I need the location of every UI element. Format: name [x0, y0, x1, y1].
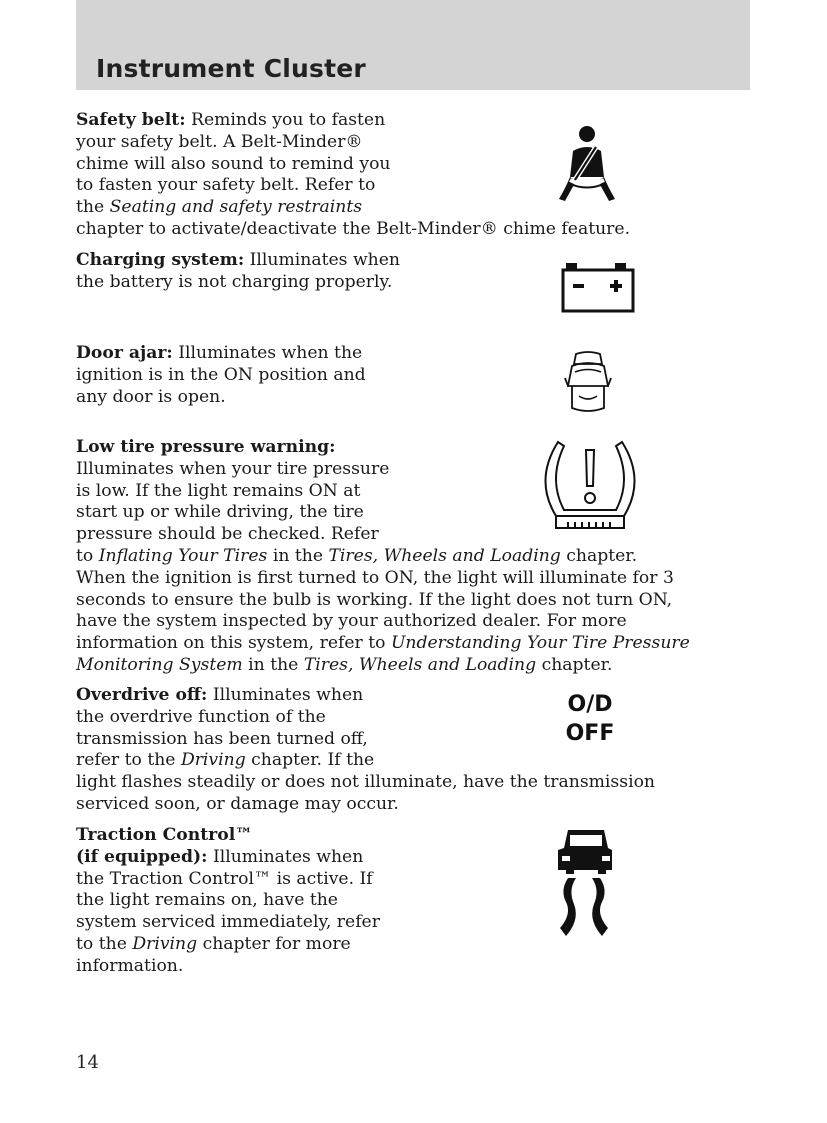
overdrive-off-icon: O/D OFF [565, 692, 615, 746]
page-title: Instrument Cluster [96, 54, 366, 83]
battery-icon [560, 262, 636, 314]
door-ajar-icon [564, 350, 612, 416]
charging-system-title: Charging system: [76, 250, 245, 270]
traction-control-icon [554, 828, 618, 940]
tire-pressure-title: Low tire pressure warning: [76, 437, 336, 457]
safety-belt-text: Safety belt: Reminds you to fasten your safety belt. A Belt-Minder® chime will also sound to remind you to fasten your safety belt. Refer to the Seating and safety restraints chapter to activate/deactivate the Belt-Minder® chime feature. [76, 110, 631, 239]
traction-control-text: Traction Control™ (if equipped): Illuminates when the Traction Control™ is active. If the light remains on, have the system serviced immediately, refer to the Driving chapter for more information. [76, 825, 380, 976]
page-number: 14 [76, 1052, 99, 1073]
charging-system-text: Charging system: Illuminates when the battery is not charging properly. [76, 250, 400, 292]
seat-belt-icon [556, 125, 618, 203]
traction-control-title: Traction Control™ [76, 825, 253, 845]
door-ajar-title: Door ajar: [76, 343, 173, 363]
safety-belt-title: Safety belt: [76, 110, 186, 130]
tire-pressure-icon [538, 438, 642, 532]
tire-pressure-text: Low tire pressure warning: Illuminates when your tire pressure is low. If the light remains ON at start up or while driving, the tire pressure should be checked. Refer to Inflating Your Tires in the Tires, Wheels and Loading chapter. When the ignition is first turned to ON, the light will illuminate for 3 seconds to ensure the bulb is working. If the light does not turn ON, have the system inspected by your authorized dealer. For more information on this system, refer to Understanding Your Tire Pressure Monitoring System in the Tires, Wheels and Loading chapter. [76, 437, 690, 675]
overdrive-text: Overdrive off: Illuminates when the overdrive function of the transmission has been turned off, refer to the Driving chapter. If the light flashes steadily or does not illuminate, have the transmission serviced soon, or damage may occur. [76, 685, 655, 814]
door-ajar-text: Door ajar: Illuminates when the ignition is in the ON position and any door is open. [76, 343, 366, 407]
overdrive-title: Overdrive off: [76, 685, 208, 705]
